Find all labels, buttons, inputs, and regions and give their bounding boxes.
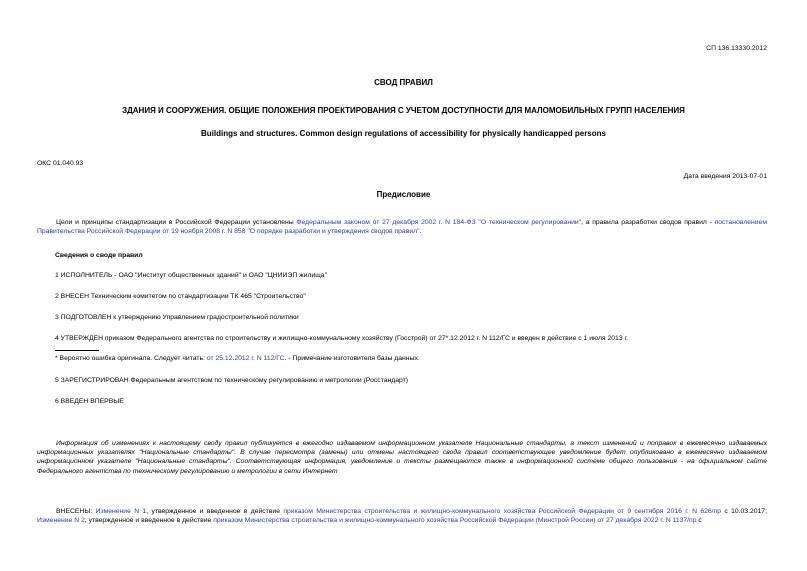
change-2-link[interactable]: Изменение N 2: [37, 517, 85, 525]
changes-text-5: с: [696, 517, 702, 525]
info-item-2: 2 ВНЕСЕН Техническим комитетом по стандартизации ТК 465 "Строительство": [55, 293, 306, 300]
government-decree-link[interactable]: постановлением Правительства Российской Федерации от 19 ноября 2008 г. N 858 "О порядке разработки и утверждения сводов правил": [37, 219, 767, 236]
changes-text-4: , утвержденное и введенное в действие: [84, 517, 214, 525]
info-heading: Сведения о своде правил: [55, 252, 143, 259]
footnote-text-2: . - Примечание изготовителя базы данных.: [284, 355, 420, 362]
order-2022-link[interactable]: приказом Министерства строительства и жилищно-коммунального хозяйства Российской Федерации (Минстрой России) от 27 декабря 2022 г. N 1137/пр: [213, 517, 697, 525]
info-item-6: 6 ВВЕДЕН ВПЕРВЫЕ: [55, 398, 124, 405]
footnote-link[interactable]: от 25.12.2012 г. N 112/ГС: [206, 355, 285, 362]
order-2016-link[interactable]: приказом Министерства строительства и жилищно-коммунального хозяйства Российской Федерации от 9 сентября 2016 г. N 626/пр: [283, 508, 722, 515]
changes-paragraph: [37, 507, 767, 525]
preface-text-1: Цели и принципы стандартизации в Российской Федерации установлены: [56, 219, 297, 226]
info-item-1: 1 ИСПОЛНИТЕЛЬ - ОАО "Институт общественных зданий" и ОАО "ЦНИИЭП жилища": [55, 272, 327, 279]
changes-text-3: с 10.03.2017;: [721, 508, 767, 515]
federal-law-link[interactable]: Федеральным законом от 27 декабря 2002 г. N 184-ФЗ "О техническом регулировании": [296, 219, 582, 226]
preface-paragraph: [37, 218, 767, 236]
change-1-link[interactable]: Изменение N 1: [95, 508, 147, 515]
info-item-4: 4 УТВЕРЖДЕН приказом Федерального агентства по строительству и жилищно-коммунальному хозяйству (Госстрой) от 27*.12.2012 г. N 112/ГС и введен в действие с 1 июля 2013 г.: [55, 335, 629, 342]
changes-text-2: , утвержденное и введенное в действие: [146, 508, 284, 515]
changes-text-1: ВНЕСЕНЫ:: [56, 508, 96, 515]
preface-heading: Предисловие: [376, 190, 431, 199]
info-item-3: 3 ПОДГОТОВЛЕН к утверждению Управлением градостроительной политики: [55, 314, 299, 321]
intro-date: Дата введения 2013-07-01: [683, 173, 767, 180]
footnote-text-1: * Вероятно ошибка оригинала. Следует читать:: [55, 355, 207, 362]
notice-paragraph: Информация об изменениях к настоящему своду правил публикуется в ежегодно издаваемом информационном указателе Национальные стандарты, а текст изменений и поправок в ежемесячно издаваемых информационных указателях "Национальные стандарты". В случае пересмотра (замены) или отмены настоящего свода правил соответствующее уведомление будет опубликовано в ежемесячно издаваемом информационном указателе "Национальные стандарты". Соответствующая информация, уведомление и тексты размещаются также в информационной системе общего пользования - на официальном сайте Федерального агентства по техническому регулированию и метрологии в сети Интернет: [37, 440, 767, 475]
footnote: [55, 354, 767, 363]
document-code: СП 136.13330.2012: [706, 45, 767, 52]
oks-code: ОКС 01.040.93: [37, 160, 84, 167]
preface-text-3: .: [419, 228, 422, 236]
footnote-divider: [55, 350, 99, 351]
document-title-en: Buildings and structures. Common design regulations of accessibility for physically handicapped persons: [201, 129, 606, 138]
document-type-title: СВОД ПРАВИЛ: [374, 78, 433, 87]
info-item-5: 5 ЗАРЕГИСТРИРОВАН Федеральным агентством по техническому регулированию и метрологии (Росстандарт): [55, 377, 409, 384]
document-title-ru: ЗДАНИЯ И СООРУЖЕНИЯ. ОБЩИЕ ПОЛОЖЕНИЯ ПРОЕКТИРОВАНИЯ С УЧЕТОМ ДОСТУПНОСТИ ДЛЯ МАЛОМОБИЛЬНЫХ ГРУПП НАСЕЛЕНИЯ: [122, 106, 685, 115]
preface-text-2: , а правила разработки сводов правил -: [581, 219, 715, 226]
